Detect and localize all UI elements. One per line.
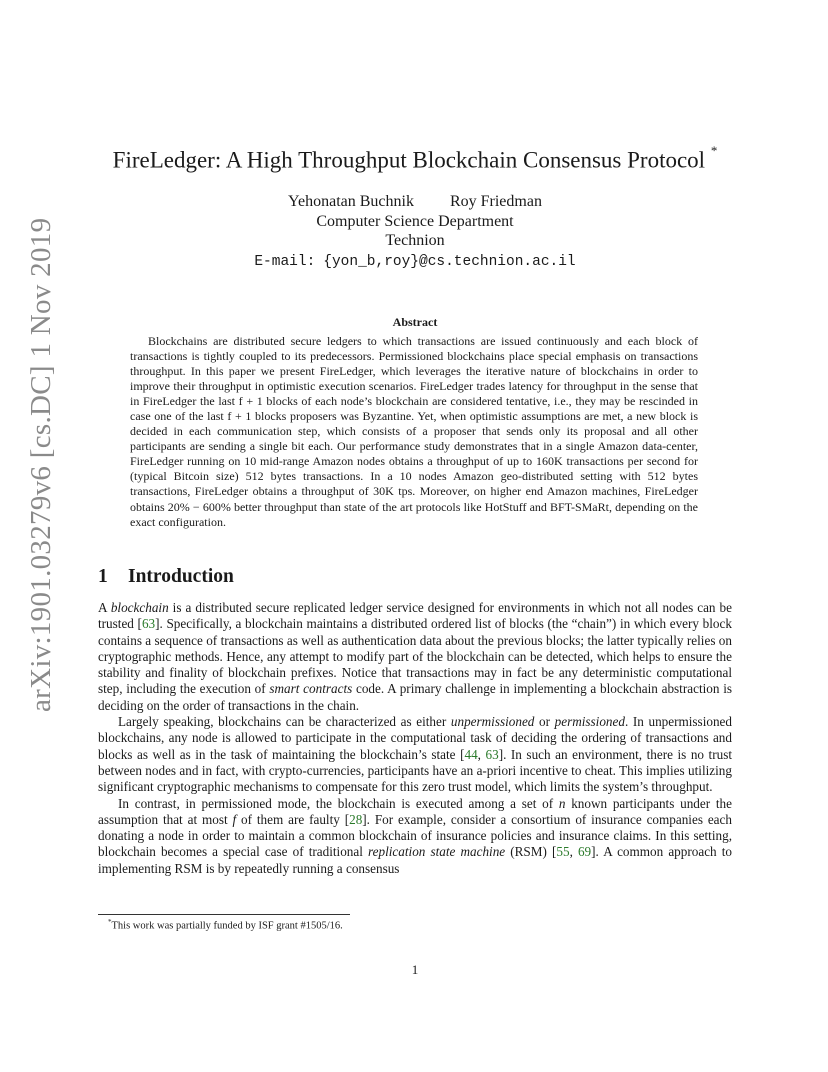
footnote-text: This work was partially funded by ISF grant #1505/16. [111,920,343,932]
footnote-mark: * [108,918,112,926]
citation-link[interactable]: 63 [141,616,156,632]
institution: Technion [385,232,445,249]
title-footnote-mark: * [710,143,718,158]
citation-link[interactable]: 28 [349,811,363,827]
section-body [98,600,732,877]
department: Computer Science Department [316,212,514,230]
email-address: {yon_b,roy}@cs.technion.ac.il [323,253,576,270]
abstract-text: Blockchains are distributed secure ledgers to which transactions are issued continuously and each block of transactions is tightly coupled to its predecessors. Permissioned blockchains place special emphasis on transactions throughput. In this paper we present FireLedger, which leverages the iterative nature of blockchains in order to improve their throughput in optimistic execution scenarios. FireLedger trades latency for throughput in the sense that in FireLedger the last f + 1 blocks of each node’s blockchain are considered tentative, i.e., they may be rescinded in case one of the last f + 1 blocks proposers was Byzantine. Yet, when optimistic assumptions are met, a new block is decided in each communication step, which consists of a proposer that sends only its proposal and all other participants are sending a single bit each. Our performance study demonstrates that in a single Amazon data-center, FireLedger running on 10 mid-range Amazon nodes obtains a throughput of up to 160K transactions per second for (typical Bitcoin size) 512 bytes transactions. In a 10 nodes Amazon geo-distributed setting with 512 bytes transactions, FireLedger obtains a throughput of 30K tps. Moreover, on higher end Amazon machines, FireLedger obtains 20% − 600% better throughput than state of the art protocols like HotStuff and BFT-SMaRt, depending on the exact configuration. [130,334,698,529]
emphasis: f [232,811,237,827]
section-title: Introduction [128,566,234,587]
section-heading [98,566,234,588]
emphasis: blockchain [110,600,169,615]
section-number: 1 [98,566,108,587]
citation-link[interactable]: 55 [556,844,570,860]
footnote-divider [98,914,350,915]
emphasis: unpermissioned [450,714,535,730]
email-label: E-mail: [254,253,316,270]
author-names [98,192,732,212]
arxiv-identifier-text: arXiv:1901.03279v6 [cs.DC] 1 Nov 2019 [25,217,57,712]
citation-link[interactable]: 44 [464,746,478,762]
email-line [98,251,732,273]
paragraph: In contrast, in permissioned mode, the blockchain is executed among a set of n known participants under the assumption that at most f of them are faulty [28]. For example, consider a consortium of insurance companies each donating a node in order to maintain a common blockchain of insurance policies and insurance claims. In this setting, blockchain becomes a special case of traditional replication state machine (RSM) [55, 69]. A common approach to implementing RSM is by repeatedly running a consensus [98,795,733,876]
emphasis: smart contracts [269,681,353,697]
citation-link[interactable]: 63 [485,746,499,762]
citation-link[interactable]: 69 [577,844,592,860]
author-name: Yehonatan Buchnik [288,193,414,210]
author-name: Roy Friedman [449,193,542,210]
emphasis: replication state machine [368,844,506,860]
footnote [108,918,343,932]
page-number: 1 [411,962,419,977]
emphasis: permissioned [554,714,625,730]
paragraph: A blockchain is a distributed secure replicated ledger service designed for environments in which not all nodes can be trusted [63]. Specifically, a blockchain maintains a distributed ordered list of blocks (the “chain”) in which every block contains a sequence of transactions as well as authentication data about the previous blocks; the latter typically relies on cryptographic methods. Hence, any attempt to modify part of the blockchain can be detected, which helps to ensure the stability and finality of blockchain prefixes. Notice that transactions may in fact be any deterministic computational step, including the execution of smart contracts code. A primary challenge in implementing a blockchain abstraction is deciding on the order of transactions in the chain. [98,600,732,713]
emphasis: n [558,795,566,811]
author-block [98,192,732,272]
paper-title [98,143,732,174]
abstract-heading: Abstract [392,315,438,329]
paragraph: Largely speaking, blockchains can be characterized as either unpermissioned or permissioned. In unpermissioned blockchains, any node is allowed to participate in the computational task of deciding the ordering of transactions and blocks as well as in the task of maintaining the blockchain’s state [44, 63]. In such an environment, there is no trust between nodes and in fact, with crypto-currencies, participants have an a-priori incentive to cheat. This implies utilizing significant cryptographic mechanisms to compensate for this zero trust model, which limits the system’s throughput. [98,714,733,795]
paper-title-text: FireLedger: A High Throughput Blockchain Consensus Protocol [112,147,706,173]
